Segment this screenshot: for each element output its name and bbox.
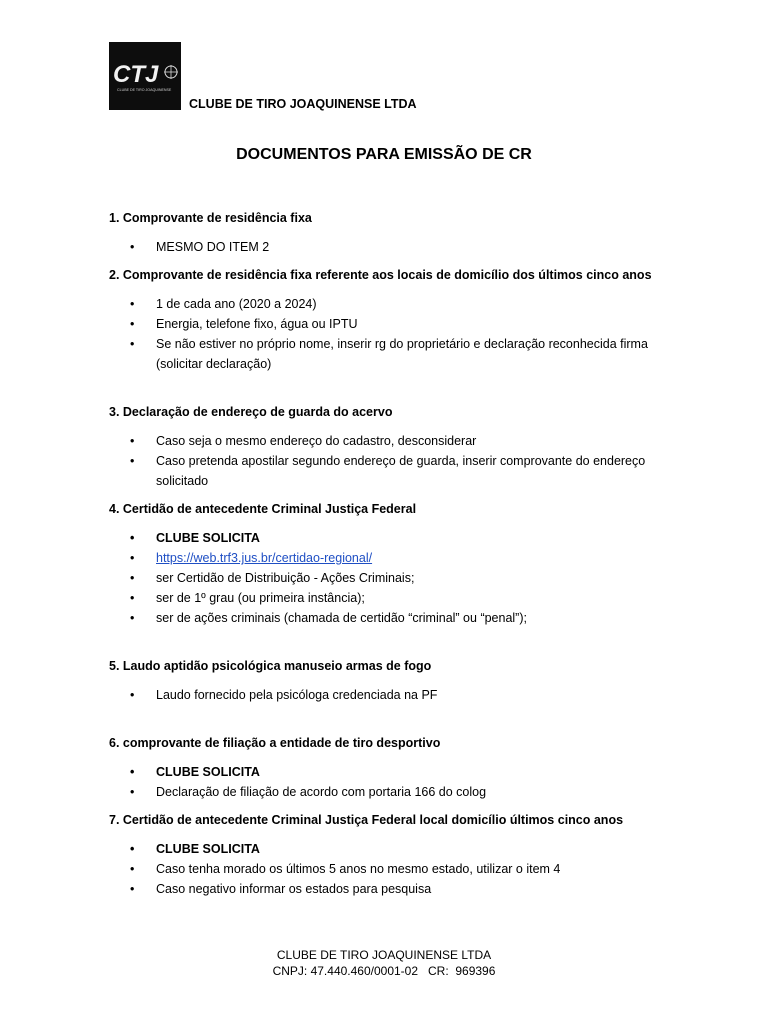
footer-registration: CNPJ: 47.440.460/0001-02 CR: 969396 bbox=[272, 964, 496, 978]
club-logo bbox=[109, 42, 181, 110]
certidao-link[interactable]: https://web.trf3.jus.br/certidao-regional/ bbox=[156, 551, 373, 565]
logo-text: CTJ bbox=[113, 61, 159, 88]
list-item: • MESMO DO ITEM 2 bbox=[109, 237, 669, 257]
bullet-list bbox=[109, 431, 669, 491]
list-item: • ser de ações criminais (chamada de certidão “criminal” ou “penal”); bbox=[109, 608, 669, 628]
section-heading: 1. Comprovante de residência fixa bbox=[109, 211, 312, 225]
list-item bbox=[109, 548, 669, 568]
section-heading: 7. Certidão de antecedente Criminal Justiça Federal local domicílio últimos cinco anos bbox=[109, 813, 624, 827]
bullet-list bbox=[109, 762, 669, 802]
page-title: DOCUMENTOS PARA EMISSÃO DE CR bbox=[236, 146, 532, 163]
list-item: • ser de 1º grau (ou primeira instância); bbox=[109, 588, 669, 608]
section-heading: 3. Declaração de endereço de guarda do acervo bbox=[109, 405, 393, 419]
list-item: • CLUBE SOLICITA bbox=[109, 839, 669, 859]
section-2 bbox=[109, 265, 669, 374]
page-footer bbox=[0, 947, 768, 979]
list-item: • Caso negativo informar os estados para pesquisa bbox=[109, 879, 669, 899]
list-item: • Caso tenha morado os últimos 5 anos no mesmo estado, utilizar o item 4 bbox=[109, 859, 669, 879]
bullet-list bbox=[109, 294, 669, 374]
list-item: • ser Certidão de Distribuição - Ações Criminais; bbox=[109, 568, 669, 588]
org-name: CLUBE DE TIRO JOAQUINENSE LTDA bbox=[189, 97, 417, 111]
section-heading: 5. Laudo aptidão psicológica manuseio armas de fogo bbox=[109, 659, 432, 673]
footer-company: CLUBE DE TIRO JOAQUINENSE LTDA bbox=[276, 948, 492, 962]
list-item: • CLUBE SOLICITA bbox=[109, 762, 669, 782]
bullet-list bbox=[109, 528, 669, 628]
list-item: • 1 de cada ano (2020 a 2024) bbox=[109, 294, 669, 314]
bullet-list bbox=[109, 237, 669, 257]
section-3 bbox=[109, 402, 669, 491]
list-item: • CLUBE SOLICITA bbox=[109, 528, 669, 548]
list-item: • Declaração de filiação de acordo com portaria 166 do colog bbox=[109, 782, 669, 802]
crosshair-logo-icon bbox=[109, 42, 181, 110]
document-body bbox=[109, 208, 669, 899]
bullet-list bbox=[109, 839, 669, 899]
section-5 bbox=[109, 656, 669, 705]
logo-subtext: CLUBE DE TIRO JOAQUINENSE bbox=[117, 88, 172, 92]
section-heading: 6. comprovante de filiação a entidade de tiro desportivo bbox=[109, 736, 441, 750]
bullet-list bbox=[109, 685, 669, 705]
list-item: • Energia, telefone fixo, água ou IPTU bbox=[109, 314, 669, 334]
list-item: • Se não estiver no próprio nome, inserir rg do proprietário e declaração reconhecida firma (solicitar declaração) bbox=[109, 334, 669, 374]
section-6 bbox=[109, 733, 669, 802]
section-4 bbox=[109, 499, 669, 628]
section-heading: 2. Comprovante de residência fixa referente aos locais de domicílio dos últimos cinco anos bbox=[109, 268, 652, 282]
list-item: • Laudo fornecido pela psicóloga credenciada na PF bbox=[109, 685, 669, 705]
section-1 bbox=[109, 208, 669, 257]
list-item: • Caso pretenda apostilar segundo endereço de guarda, inserir comprovante do endereço solicitado bbox=[109, 451, 669, 491]
section-7 bbox=[109, 810, 669, 899]
section-heading: 4. Certidão de antecedente Criminal Justiça Federal bbox=[109, 502, 417, 516]
list-item: • Caso seja o mesmo endereço do cadastro, desconsiderar bbox=[109, 431, 669, 451]
